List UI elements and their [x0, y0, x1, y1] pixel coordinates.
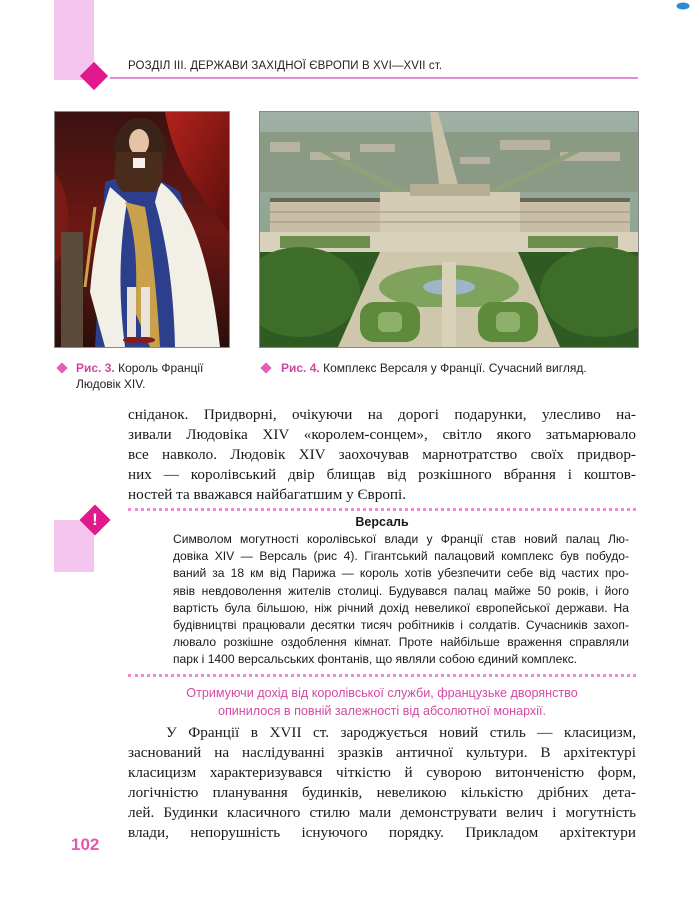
figure-3-text: Король Франції	[118, 361, 204, 375]
versailles-aerial-image	[259, 111, 639, 348]
text-line: них — королівський двір блищав від розкішного вбрання і коштов-	[128, 466, 636, 483]
figure-4-caption	[281, 360, 641, 376]
figure-3-label: Рис. 3.	[76, 361, 115, 375]
highlight-line: Отримуючи дохід від королівської служби, французьке дворянство	[186, 686, 578, 700]
text-line: довіка XIV — Версаль (рис 4). Гігантський палацовий комплекс був побудо-	[173, 549, 629, 564]
text-line: сніданок. Придворні, очікуючи на дорогі подарунки, улесливо на-	[128, 406, 636, 423]
paragraph-2	[128, 723, 636, 843]
highlight-line: опинилося в повній залежності від абсолютної монархії.	[217, 704, 547, 718]
highlight-statement	[128, 684, 636, 720]
text-line: класицизм характеризувався чіткістю й суворою витонченістю форм,	[128, 764, 636, 781]
portrait-louis-xiv-image	[54, 111, 230, 348]
figure-4-label: Рис. 4.	[281, 361, 320, 375]
text-line: вартість була більшою, ніж річний дохід невеликої європейської держави. На	[173, 600, 629, 615]
figure-3-caption	[76, 360, 236, 392]
publisher-logo-icon	[676, 2, 690, 10]
text-line: ностей та вважався найбагатшим у Європі.	[128, 486, 407, 503]
info-icon: !	[92, 510, 98, 529]
paragraph-1	[128, 405, 636, 505]
caption-diamond-icon	[260, 362, 271, 373]
text-line: все навколо. Людовік XIV заохочував марнотратство своїх придвор-	[128, 446, 636, 463]
text-line: заснований на наслідуванні зразків античної культури. В архітектурі	[128, 744, 636, 761]
text-line: У Франції в XVII ст. зароджується новий стиль — класицизм,	[166, 724, 636, 741]
text-line: явів невдоволення жителів столиці. Будувався палац майже 50 років, і його	[173, 583, 629, 598]
header-rule	[110, 77, 638, 79]
text-line: Символом могутності королівської влади у Франції став новий палац Лю-	[173, 532, 629, 546]
infobox-text	[173, 531, 629, 669]
text-line: ваний за 18 км від Парижа — король хотів убезпечити себе від частих про-	[173, 566, 629, 581]
figure-4-text: Комплекс Версаля у Франції. Сучасний вигляд.	[323, 361, 587, 375]
text-line: влади, непорушність існуючого порядку. Прикладом архітектури	[128, 824, 636, 841]
chapter-title: РОЗДІЛ ІІІ. ДЕРЖАВИ ЗАХІДНОЇ ЄВРОПИ В XVI—XVII ст.	[128, 60, 443, 72]
infobox-title: Версаль	[355, 515, 409, 529]
figure-3-text-line2: Людовік XIV.	[76, 377, 146, 391]
page-number: 102	[71, 835, 100, 854]
text-line: будівництві працювали десятки тисяч робітників і солдатів. Сучасників захоп-	[173, 618, 629, 633]
text-line: зивали Людовіка XIV «королем-сонцем», світло якого затьмарювало	[128, 426, 636, 443]
infobox-top-border	[128, 508, 636, 511]
text-line: логічністю планування будинків, невеликою кількістю дрібних дета-	[128, 784, 636, 801]
caption-diamond-icon	[56, 362, 67, 373]
text-line: лювало розкішне оздоблення кімнат. Проте найбільше враження справляли	[173, 635, 629, 650]
text-line: лей. Будинки класичного стилю мали демонструвати велич і могутність	[128, 804, 636, 821]
text-line: парк і 1400 версальських фонтанів, що являли собою єдиний комплекс.	[173, 652, 578, 667]
infobox-bottom-border	[128, 674, 636, 677]
